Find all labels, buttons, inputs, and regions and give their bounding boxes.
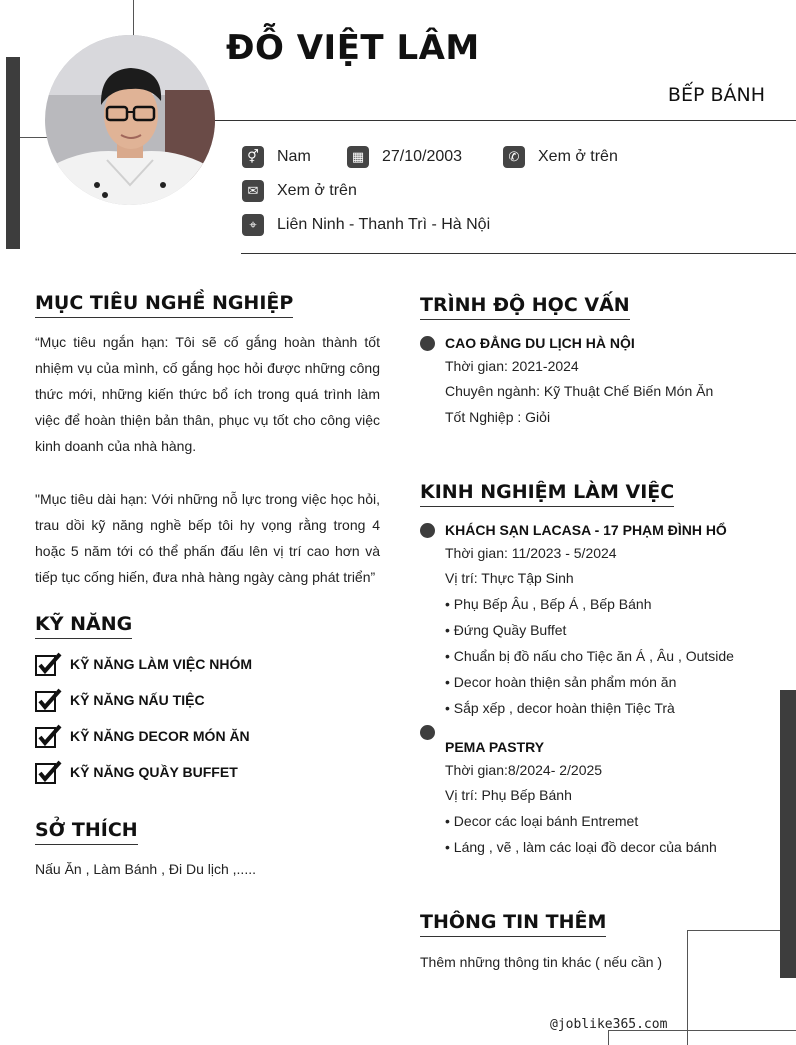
contact-phone <box>503 146 618 168</box>
email-value: Xem ở trên <box>277 182 357 199</box>
objective-long-term: "Mục tiêu dài hạn: Với những nỗ lực trong việc học hỏi, trau dồi kỹ năng nghề bếp tôi hy vọng rằng trong 4 hoặc 5 năm tới có thể phấn đấu lên vị trí cao hơn và tiếp tục cống hiến, đưa nhà hàng ngày càng phát triển” <box>35 491 380 585</box>
location-icon: ⌖ <box>242 214 264 236</box>
contact-email <box>242 180 357 202</box>
job-company: PEMA PASTRY <box>445 739 545 755</box>
avatar-photo <box>45 35 215 205</box>
education-title: TRÌNH ĐỘ HỌC VẤN <box>420 294 630 320</box>
corner-frame <box>687 930 780 1045</box>
skill-item <box>35 760 238 784</box>
education-line: Thời gian: 2021-2024 <box>445 358 579 374</box>
contact-address <box>242 214 490 236</box>
hobbies-text: Nấu Ăn , Làm Bánh , Đi Du lịch ,..... <box>35 861 256 877</box>
education-line: Chuyên ngành: Kỹ Thuật Chế Biến Món Ăn <box>445 383 714 399</box>
skill-label: KỸ NĂNG NẤU TIỆC <box>70 692 205 708</box>
skills-title: KỸ NĂNG <box>35 613 132 639</box>
timeline-bullet <box>420 336 435 351</box>
checkbox-checked-icon <box>35 688 62 712</box>
job-line: • Decor các loại bánh Entremet <box>445 813 639 829</box>
checkbox-checked-icon <box>35 724 62 748</box>
address-value: Liên Ninh - Thanh Trì - Hà Nội <box>277 216 491 233</box>
birthday-value: 27/10/2003 <box>382 148 463 165</box>
bottom-tick-line <box>608 1030 609 1045</box>
extra-info-text: Thêm những thông tin khác ( nếu cần ) <box>420 954 663 970</box>
phone-value: Xem ở trên <box>538 148 618 165</box>
job-line: • Phụ Bếp Âu , Bếp Á , Bếp Bánh <box>445 596 652 612</box>
job-line: Thời gian: 11/2023 - 5/2024 <box>445 545 617 561</box>
job-line: Vị trí: Phụ Bếp Bánh <box>445 787 572 803</box>
education-line: Tốt Nghiệp : Giỏi <box>445 409 551 425</box>
job-line: • Láng , vẽ , làm các loại đồ decor của bánh <box>445 839 717 855</box>
skill-item <box>35 688 205 712</box>
timeline-bullet <box>420 523 435 538</box>
gender-value: Nam <box>277 148 311 165</box>
objective-title: MỤC TIÊU NGHỀ NGHIỆP <box>35 292 293 318</box>
skill-label: KỸ NĂNG DECOR MÓN ĂN <box>70 728 250 744</box>
contact-birthday <box>347 146 462 168</box>
watermark: @joblike365.com <box>550 1017 668 1032</box>
phone-icon: ✆ <box>503 146 525 168</box>
calendar-icon: ▦ <box>347 146 369 168</box>
right-accent-bar <box>780 690 796 978</box>
skill-item <box>35 724 250 748</box>
job-line: • Chuẩn bị đồ nấu cho Tiệc ăn Á , Âu , Outside <box>445 648 734 664</box>
job-line: Vị trí: Thực Tập Sinh <box>445 570 574 586</box>
candidate-name: ĐỖ VIỆT LÂM <box>226 28 480 68</box>
left-accent-bar <box>6 57 20 249</box>
job-line: • Đứng Quầy Buffet <box>445 622 567 638</box>
avatar <box>45 35 215 205</box>
extra-info-title: THÔNG TIN THÊM <box>420 911 606 937</box>
school-name: CAO ĐẲNG DU LỊCH HÀ NỘI <box>445 335 635 351</box>
header-divider <box>215 120 796 121</box>
timeline-bullet <box>420 725 435 740</box>
top-divider-line <box>133 0 134 40</box>
objective-short-term: “Mục tiêu ngắn hạn: Tôi sẽ cố gắng hoàn thành tốt nhiệm vụ của mình, cố gắng học hỏi được những công thức mới, những kiến thức bổ ích trong quá trình làm việc để hoàn thiện bản thân, phục vụ tốt cho công việc kinh doanh của nhà hàng. <box>35 334 380 454</box>
job-line: Thời gian:8/2024- 2/2025 <box>445 762 603 778</box>
hobbies-title: SỞ THÍCH <box>35 819 138 845</box>
checkbox-checked-icon <box>35 760 62 784</box>
skill-label: KỸ NĂNG QUẦY BUFFET <box>70 764 238 780</box>
checkbox-checked-icon <box>35 652 62 676</box>
contact-divider <box>241 253 796 254</box>
skill-label: KỸ NĂNG LÀM VIỆC NHÓM <box>70 656 252 672</box>
job-line: • Sắp xếp , decor hoàn thiện Tiệc Trà <box>445 700 675 716</box>
job-line: • Decor hoàn thiện sản phẩm món ăn <box>445 674 677 690</box>
contact-gender <box>242 146 311 168</box>
job-title: BẾP BÁNH <box>667 84 765 106</box>
avatar-connector-line <box>20 137 50 138</box>
job-company: KHÁCH SẠN LACASA - 17 PHẠM ĐÌNH HỔ <box>445 522 727 538</box>
gender-icon: ⚥ <box>242 146 264 168</box>
experience-title: KINH NGHIỆM LÀM VIỆC <box>420 481 674 507</box>
skill-item <box>35 652 252 676</box>
email-icon: ✉ <box>242 180 264 202</box>
